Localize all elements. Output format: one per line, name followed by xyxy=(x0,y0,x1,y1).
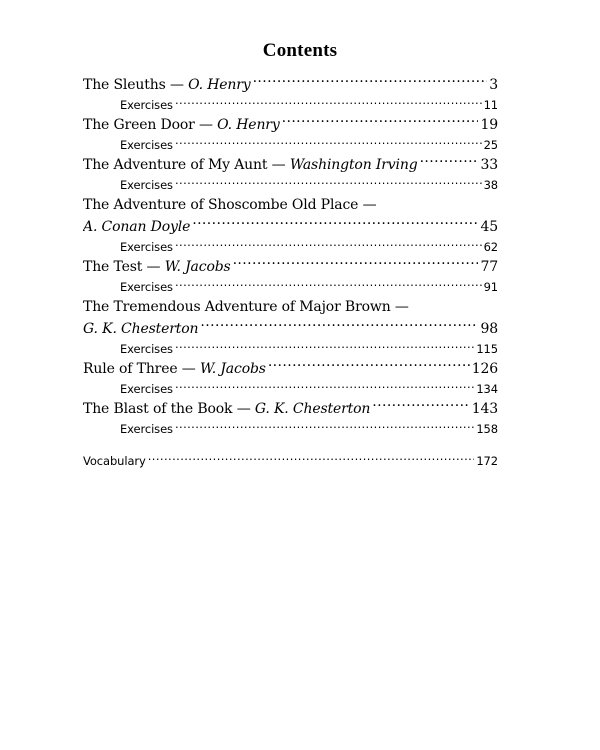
toc-entry-title-line xyxy=(83,194,498,216)
dot-leader xyxy=(420,155,479,169)
toc-entry-label xyxy=(83,216,190,238)
toc-entry-title: The Adventure of Shoscombe Old Place — xyxy=(83,197,377,213)
toc-page-number: 126 xyxy=(471,361,498,377)
toc-page-number: 33 xyxy=(480,157,498,173)
toc-exercises-entry xyxy=(83,136,498,154)
toc-exercises-entry xyxy=(83,278,498,296)
toc-exercises-entry xyxy=(83,420,498,438)
toc-entry-title: The Sleuths xyxy=(83,77,166,93)
toc-entry-author: G. K. Chesterton xyxy=(83,321,199,337)
toc-entry-title: Exercises xyxy=(120,178,173,192)
toc-page-number: 98 xyxy=(480,321,498,337)
toc-entry-title: The Test xyxy=(83,259,143,275)
dot-leader xyxy=(200,319,478,333)
toc-entry xyxy=(83,154,498,176)
toc-exercises-entry xyxy=(83,238,498,256)
toc-entry-title: Exercises xyxy=(120,240,173,254)
toc-page-number: 172 xyxy=(476,454,498,468)
toc-entry-title: The Tremendous Adventure of Major Brown — xyxy=(83,299,409,315)
toc-entry-title: The Green Door xyxy=(83,117,195,133)
toc-exercises-entry xyxy=(83,96,498,114)
dot-leader xyxy=(175,138,482,150)
toc-page-number: 91 xyxy=(483,280,498,294)
table-of-contents xyxy=(83,74,498,470)
toc-entry-label xyxy=(83,74,251,96)
dot-leader xyxy=(372,399,469,413)
toc-page-number: 11 xyxy=(483,98,498,112)
toc-entry xyxy=(83,114,498,136)
toc-entry-label xyxy=(83,114,280,136)
toc-page-number: 158 xyxy=(476,422,498,436)
toc-entry-label xyxy=(83,256,231,278)
toc-entry-label xyxy=(83,154,418,176)
toc-entry-author: O. Henry xyxy=(188,77,251,93)
toc-entry-separator: — xyxy=(142,259,165,275)
toc-entry-label xyxy=(83,358,266,380)
dot-leader xyxy=(233,257,479,271)
dot-leader xyxy=(175,178,482,190)
toc-entry-author: O. Henry xyxy=(217,117,280,133)
toc-entry-title: Exercises xyxy=(120,422,173,436)
toc-exercises-entry xyxy=(83,380,498,398)
dot-leader xyxy=(282,115,479,129)
toc-entry-title: Rule of Three xyxy=(83,361,178,377)
toc-entry-separator: — xyxy=(267,157,290,173)
dot-leader xyxy=(175,382,474,394)
toc-entry xyxy=(83,318,498,340)
page-title: Contents xyxy=(262,40,338,61)
toc-page-number: 134 xyxy=(476,382,498,396)
dot-leader xyxy=(192,217,478,231)
toc-entry-title: Exercises xyxy=(120,280,173,294)
toc-entry-author: W. Jacobs xyxy=(164,259,231,275)
toc-entry-separator: — xyxy=(177,361,200,377)
toc-entry-author: G. K. Chesterton xyxy=(254,401,371,417)
toc-entry-separator: — xyxy=(194,117,218,133)
toc-entry-title: Exercises xyxy=(120,382,173,396)
toc-entry-author: A. Conan Doyle xyxy=(83,219,191,235)
toc-page-number: 19 xyxy=(480,117,498,133)
toc-entry-label xyxy=(83,398,370,420)
toc-entry-title: Vocabulary xyxy=(83,454,146,468)
toc-entry-separator: — xyxy=(165,77,189,93)
toc-entry-title: The Adventure of My Aunt xyxy=(83,157,268,173)
toc-entry xyxy=(83,358,498,380)
toc-entry-author: W. Jacobs xyxy=(199,361,266,377)
dot-leader xyxy=(148,454,475,466)
dot-leader xyxy=(268,359,470,373)
toc-exercises-entry xyxy=(83,176,498,194)
toc-entry-title: Exercises xyxy=(120,98,173,112)
toc-entry-title: The Blast of the Book xyxy=(83,401,233,417)
dot-leader xyxy=(175,98,482,110)
toc-page-number: 38 xyxy=(483,178,498,192)
toc-page-number: 45 xyxy=(480,219,498,235)
toc-page-number: 143 xyxy=(471,401,498,417)
toc-page-number: 25 xyxy=(483,138,498,152)
toc-entry-title: Exercises xyxy=(120,138,173,152)
toc-entry-author: Washington Irving xyxy=(289,157,418,173)
dot-leader xyxy=(175,342,474,354)
toc-entry xyxy=(83,398,498,420)
toc-entry-title-line xyxy=(83,296,498,318)
dot-leader xyxy=(253,75,488,89)
dot-leader xyxy=(175,422,474,434)
toc-page-number: 62 xyxy=(483,240,498,254)
toc-page-number: 3 xyxy=(489,77,498,93)
toc-page-number: 115 xyxy=(476,342,498,356)
toc-vocabulary-entry xyxy=(83,452,498,470)
toc-entry xyxy=(83,216,498,238)
dot-leader xyxy=(175,280,482,292)
toc-entry-label xyxy=(83,318,198,340)
dot-leader xyxy=(175,240,482,252)
toc-exercises-entry xyxy=(83,340,498,358)
toc-entry-title: Exercises xyxy=(120,342,173,356)
toc-entry-separator: — xyxy=(232,401,255,417)
toc-page-number: 77 xyxy=(480,259,498,275)
toc-entry xyxy=(83,256,498,278)
toc-entry xyxy=(83,74,498,96)
